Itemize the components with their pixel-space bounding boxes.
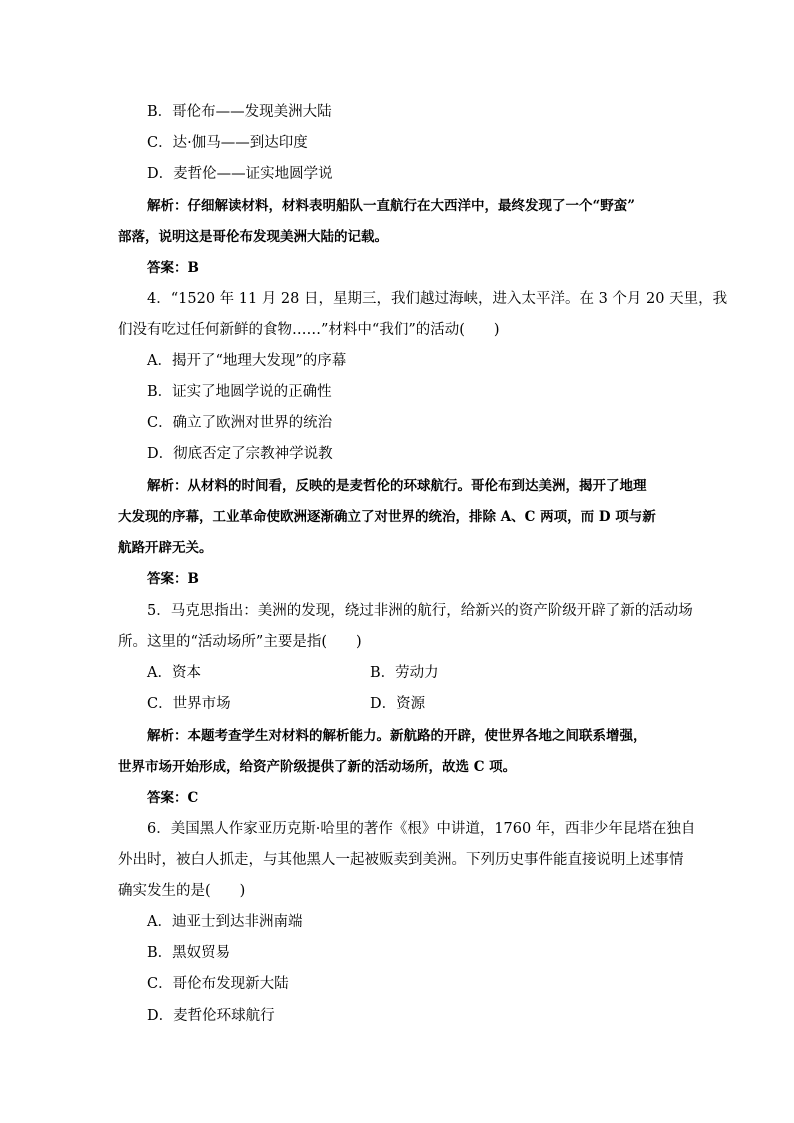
q3-analysis-line2: 部落，说明这是哥伦布发现美洲大陆的记载。 bbox=[118, 229, 388, 245]
q6-stem-line3: 确实发生的是( ) bbox=[118, 883, 246, 899]
q6-stem-line1: 6．美国黑人作家亚历克斯·哈里的著作《根》中讲道，1760 年，西非少年昆塔在独自 bbox=[147, 821, 696, 837]
q6-option-c: C．哥伦布发现新大陆 bbox=[147, 976, 289, 992]
q4-stem-line1: 4．“1520 年 11 月 28 日，星期三，我们越过海峡，进入太平洋。在 3 个月 20 天里，我 bbox=[147, 291, 728, 307]
q5-analysis-line2: 世界市场开始形成，给资产阶级提供了新的活动场所，故选 C 项。 bbox=[118, 759, 517, 775]
q6-stem-line2: 外出时，被白人抓走，与其他黑人一起被贩卖到美洲。下列历史事件能直接说明上述事情 bbox=[118, 852, 684, 868]
q3-answer: 答案：B bbox=[147, 260, 199, 276]
q4-analysis-line3: 航路开辟无关。 bbox=[118, 540, 213, 556]
q5-stem-line1: 5．马克思指出：美洲的发现，绕过非洲的航行，给新兴的资产阶级开辟了新的活动场 bbox=[147, 603, 693, 619]
q6-option-a: A．迪亚士到达非洲南端 bbox=[147, 914, 303, 930]
q4-analysis-line2: 大发现的序幕，工业革命使欧洲逐渐确立了对世界的统治，排除 A、C 两项，而 D 项与新 bbox=[118, 509, 656, 525]
q4-analysis-line1: 解析：从材料的时间看，反映的是麦哲伦的环球航行。哥伦布到达美洲，揭开了地理 bbox=[147, 478, 647, 494]
q6-option-d: D．麦哲伦环球航行 bbox=[147, 1008, 275, 1024]
q5-option-a: A．资本 bbox=[147, 665, 201, 681]
q4-option-c: C．确立了欧洲对世界的统治 bbox=[147, 415, 333, 431]
q6-option-b: B．黑奴贸易 bbox=[147, 945, 231, 961]
q5-option-c: C．世界市场 bbox=[147, 696, 231, 712]
q4-option-a: A．揭开了“地理大发现”的序幕 bbox=[147, 353, 347, 369]
q3-option-c: C．达·伽马——到达印度 bbox=[147, 135, 308, 151]
q5-option-d: D．资源 bbox=[370, 696, 426, 712]
q3-option-b: B．哥伦布——发现美洲大陆 bbox=[147, 104, 332, 120]
q3-option-d: D．麦哲伦——证实地圆学说 bbox=[147, 166, 333, 182]
q3-analysis-line1: 解析：仔细解读材料，材料表明船队一直航行在大西洋中，最终发现了一个“野蛮” bbox=[147, 198, 636, 214]
q4-option-b: B．证实了地圆学说的正确性 bbox=[147, 384, 332, 400]
q5-answer: 答案：C bbox=[147, 790, 199, 806]
q5-option-b: B．劳动力 bbox=[370, 665, 439, 681]
q4-answer: 答案：B bbox=[147, 571, 199, 587]
q5-analysis-line1: 解析：本题考查学生对材料的解析能力。新航路的开辟，使世界各地之间联系增强， bbox=[147, 728, 647, 744]
q4-option-d: D．彻底否定了宗教神学说教 bbox=[147, 446, 333, 462]
q4-stem-line2: 们没有吃过任何新鲜的食物……”材料中“我们”的活动( ) bbox=[118, 322, 500, 338]
q5-stem-line2: 所。这里的“活动场所”主要是指( ) bbox=[118, 634, 362, 650]
